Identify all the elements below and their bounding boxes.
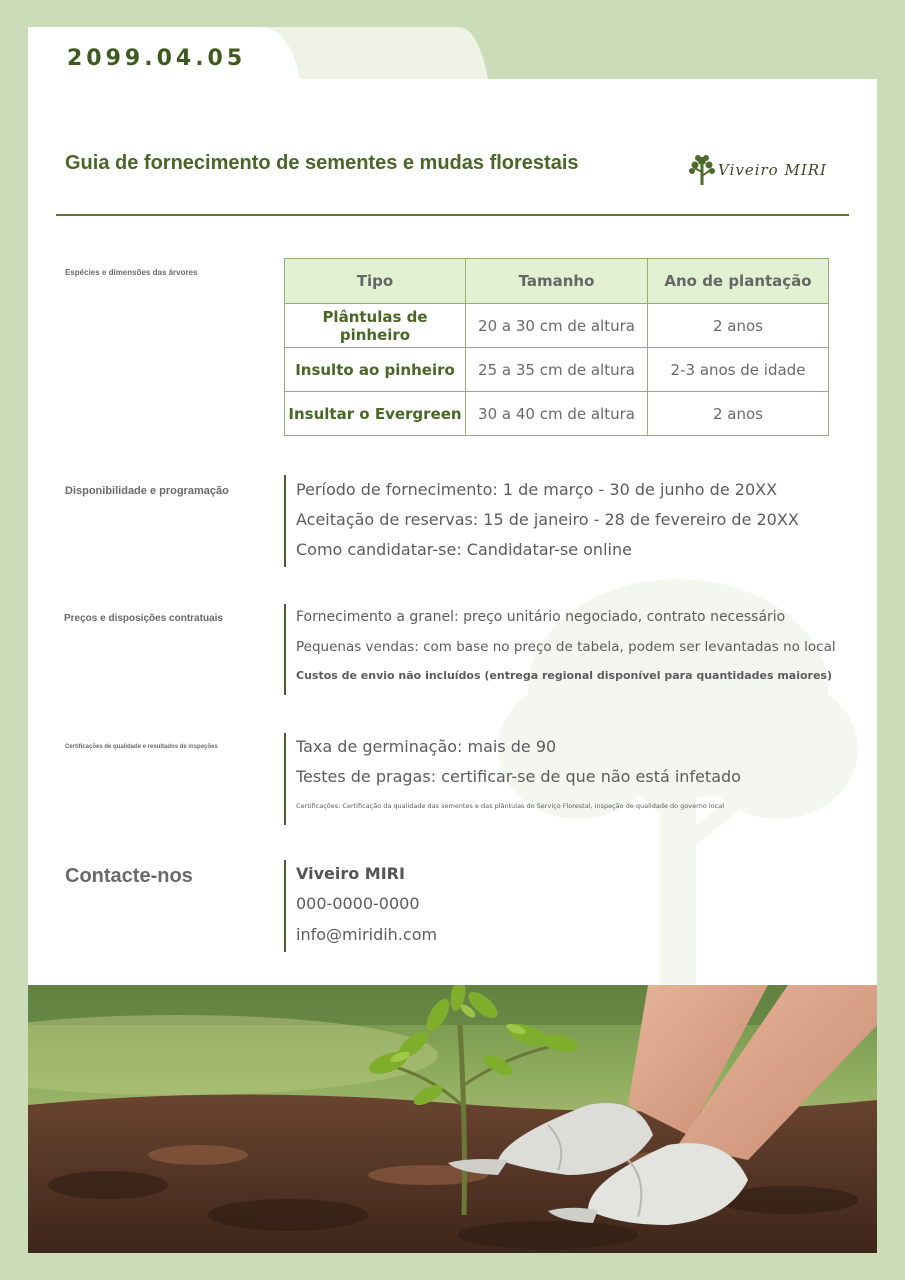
document-title: Guia de fornecimento de sementes e mudas florestais	[65, 152, 579, 174]
germination-rate-text: Taxa de germinação: mais de 90	[296, 737, 557, 756]
size-cell: 25 a 35 cm de altura	[466, 348, 648, 392]
small-sales-text: Pequenas vendas: com base no preço de tabela, podem ser levantadas no local	[296, 639, 836, 655]
planting-photo	[28, 985, 877, 1253]
availability-divider	[284, 475, 286, 567]
contact-phone[interactable]: 000-0000-0000	[296, 894, 420, 913]
title-divider	[56, 214, 849, 216]
age-cell: 2 anos	[648, 392, 829, 436]
contact-section-label: Contacte-nos	[65, 865, 193, 887]
column-header: Ano de plantação	[648, 259, 829, 304]
shipping-cost-text: Custos de envio não incluídos (entrega regional disponível para quantidades maiores)	[296, 669, 832, 682]
brand-logo	[688, 151, 838, 191]
document-card	[28, 79, 877, 985]
reservation-text: Aceitação de reservas: 15 de janeiro - 28 de fevereiro de 20XX	[296, 510, 799, 529]
size-cell: 30 a 40 cm de altura	[466, 392, 648, 436]
species-section-label: Espécies e dimensões das árvores	[65, 268, 198, 277]
bulk-supply-text: Fornecimento a granel: preço unitário negociado, contrato necessário	[296, 609, 786, 625]
pricing-divider	[284, 604, 286, 695]
pest-testing-text: Testes de pragas: certificar-se de que não está infetado	[296, 767, 741, 786]
age-cell: 2-3 anos de idade	[648, 348, 829, 392]
species-table	[284, 258, 829, 436]
pricing-section-label: Preços e disposições contratuais	[64, 613, 223, 624]
table-header-row	[285, 259, 829, 304]
contact-name: Viveiro MIRI	[296, 864, 405, 883]
document-date: 2099.04.05	[67, 46, 247, 71]
table-row	[285, 348, 829, 392]
size-cell: 20 a 30 cm de altura	[466, 304, 648, 348]
species-name-cell: Insulto ao pinheiro	[285, 348, 466, 392]
contact-email[interactable]: info@miridih.com	[296, 925, 438, 944]
column-header: Tamanho	[466, 259, 648, 304]
table-row	[285, 304, 829, 348]
contact-divider	[284, 860, 286, 952]
how-to-apply-text: Como candidatar-se: Candidatar-se online	[296, 540, 632, 559]
species-name-cell: Plântulas de pinheiro	[285, 304, 466, 348]
logo-text: Viveiro MIRI	[718, 161, 827, 179]
column-header: Tipo	[285, 259, 466, 304]
quality-section-label: Certificações de qualidade e resultados de inspeções	[65, 744, 218, 750]
species-name-cell: Insultar o Evergreen	[285, 392, 466, 436]
supply-period-text: Período de fornecimento: 1 de março - 30 de junho de 20XX	[296, 480, 778, 499]
availability-section-label: Disponibilidade e programação	[65, 485, 229, 497]
table-row	[285, 392, 829, 436]
age-cell: 2 anos	[648, 304, 829, 348]
quality-divider	[284, 733, 286, 825]
certifications-text: Certificações: Certificação da qualidade das sementes e das plântulas do Serviço Florestal, inspeção de qualidade do governo local	[296, 802, 725, 810]
tree-logo-icon	[688, 153, 716, 187]
